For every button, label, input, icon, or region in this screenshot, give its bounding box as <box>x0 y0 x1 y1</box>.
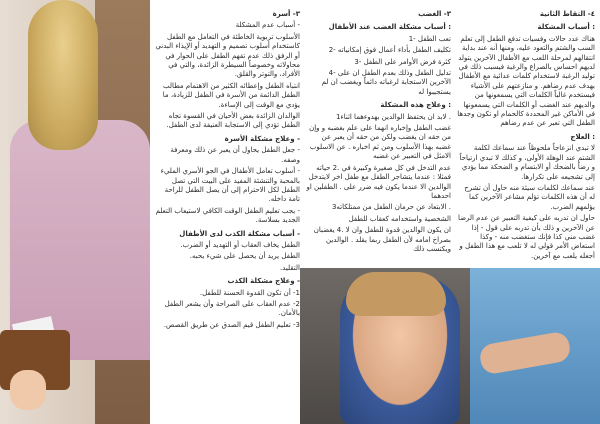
column-anger <box>306 6 451 266</box>
col3-paragraph: حاول ان تدربه على كيفية التعبير عن عدم الرضا عن الآخرين و ذلك بأن تدربه على قول - إذا غضب مني كذا فإنك ستغضب منه - وكذا استعاض الأمر قولي له لا تلعب مع هذا الطفل و أجعله يلعب مع آخرين. <box>457 214 595 260</box>
col1-heading: ٣- أسرة <box>272 10 300 18</box>
col1-paragraph: - أسلوب تعامل الأطفال في الجو الأسري المليء بالمحبة والتنشئة المفيد على البيت التي تصل الطفل لكل الاحترام إلى أن يصل الطفل للراحة تامة داخله. <box>160 167 300 204</box>
col1-subheading: - وعلاج مشكلة الكذب <box>227 277 300 286</box>
col1-paragraph: 2- عدم العقاب على الصراحة وأن يشعر الطفل بالأمان. <box>164 299 300 318</box>
col2-paragraph: تعب الطفل -1 <box>408 34 451 43</box>
column-family-and-lying <box>152 6 300 420</box>
col1-subheading: - أسباب مشكلة الكذب لدى الأطفال <box>179 229 300 238</box>
col1-paragraph: 1- أن تكون القدوة الحسنة للطفل. <box>199 288 300 297</box>
col3-paragraph: هناك عدد حالات وفسيات تدفع الطفل إلى تعلم السب والشتم والتعود عليه، ومنها أنه عند بداية انتقالهم لمرحلة اللعب مع الأطفال الآخرين يتولد لديهم احساس بالصراع والرغبة فيسبب ذلك في توليد الرغبة لاستخدام كلمات عدائية مع الأطفال بهدف عدم رضاهم. و منازعتهم على الأشياء فيستخدم غالباً الكلمات التي يسمعونها من والديهم عند الغضب أو الكلمات التي يسمعونها في الأماكن غير المحددة كالحمام او تكون وجدها الطفل التي تعبر عن عدم رضاهم <box>457 34 595 128</box>
col1-paragraph: - جعل الطفل يحاول أن يعبر عن ذلك ومعرفة وصفه. <box>170 146 300 164</box>
col2-paragraph: تدليل الطفل وذلك بعدم الطفل ان على -4 الآخرين الاستجابة لرغباته دائماً ويغضب ان لم يستجيبوا له <box>321 69 451 96</box>
col3-paragraph: عند سماعك لكلمات سيئة منه حاول أن تشرح له أن هذه الكلمات تؤلم مشاعر الآخرين كما يؤلمهم الضرب. <box>464 183 595 211</box>
col2-paragraph: تكليف الطفل بأداء أعمال فوق إمكانياته -2 <box>328 46 451 55</box>
col3-subheading: : أسباب المشكلة <box>537 23 595 32</box>
col2-paragraph: كثرة فرض الأوامر على الطفل -3 <box>354 57 451 66</box>
col2-paragraph: ان يكون الوالدين قدوة للطفل وان لا .4 يغضبان بصراخ امامه لأن الطفل ربما يقلد . الوالدين ويكتسب ذلك <box>313 226 451 253</box>
col3-paragraph: لا تبدي انزعاجاً ملحوظاً عند سماعك لكلمة الشتم عند الوهلة الأولى، و كذلك لا تبدي ارتياحاً و رضاً بالضحك أو الابتسام و الضحكة مما يؤدي إلى تشجيعه على تكرارها. <box>459 144 595 181</box>
col2-paragraph: غضب الطفل وإخباره انهما على علم بغضبه و وإن من حقه ان يغضب ولكن من حقه أن يعبر عن غضبه بهذا الأسلوب ومن ثم اخباره . عن الاسلوب الامثل في التعبير عن غضبه <box>309 124 451 161</box>
col1-paragraph: - يجب تعليم الطفل الوقت الكافي لاستيعاب التعلم الجديد بسلاسة. <box>155 206 300 225</box>
col2-paragraph: الشخصية واستخدامه كعقاب للطفل <box>348 214 451 223</box>
col1-paragraph: الأسلوب تربوية الخاطئة في التعامل مع الطفل كاستخدام أسلوب تصميم و التهديد أو الإيذاء البدني أو الرفق ذلك عدم تفهم الطفل على الحوار في محاولاته وخصوصاً السيطرة الزائدة، والتي في الأفراد، والتوتر والقلق. <box>155 32 300 79</box>
col3-subheading: : العلاج <box>570 132 595 141</box>
mother-child-photo <box>0 0 150 424</box>
photo-boy-hair <box>346 272 446 316</box>
angry-child-photo <box>300 268 600 424</box>
col2-paragraph: . الابتعاد عن حرمان الطفل من ممتلكاته3 <box>331 203 451 212</box>
col2-subheading: : أسباب مشكلة الغضب عند الأطفال <box>328 23 451 32</box>
col1-paragraph: الطفل يخاف العقاب أو التهديد أو الضرب. <box>180 240 300 249</box>
col2-paragraph: . لابد ان يحتفظ الوالدين بهدوءهما اثناء1 <box>335 112 451 121</box>
col2-subheading: : وعلاج هذه المشكلة <box>380 101 451 110</box>
col1-paragraph: انتباه الطفل وإعطائه الكثير من الاهتمام مطالب الطفل الدائمة من الأسرة في الطفل للزيادة، ما يؤدي مع الوقت إلى الإساءة. <box>162 81 300 109</box>
col1-subheading: - وعلاج مشكلة الأسرة <box>224 134 300 143</box>
col2-paragraph: عدم التدخل في كل صغيرة وكبيرة في .2 حياته فمثلا : عندما يتشاجر الطفل مع طفل اخر لايتدخل الوالدين الا عندما يكون فيه ضرر على . الطفلين او احدهما <box>306 163 451 200</box>
col1-subheading: - أسباب عدم المشكلة <box>235 21 300 30</box>
col1-paragraph: التقليد. <box>279 263 300 272</box>
col1-paragraph: الوالدان الزائدة بعض الأحيان في القسوة تجاه الطفل تؤدي إلى الاستجابة العنيفة لدى الطفل. <box>166 112 300 130</box>
photo-hand <box>10 370 46 410</box>
col1-paragraph: الطفل يريد أن يحصل على شيء يحبه. <box>189 252 300 261</box>
col1-paragraph: 3- تعليم الطفل قيم الصدق عن طريق القصص. <box>163 320 300 329</box>
col3-heading: ٤- التقاط الثانية <box>539 10 595 18</box>
col2-heading: ٣- الغضب <box>418 10 451 18</box>
photo-child-hair <box>28 0 98 150</box>
